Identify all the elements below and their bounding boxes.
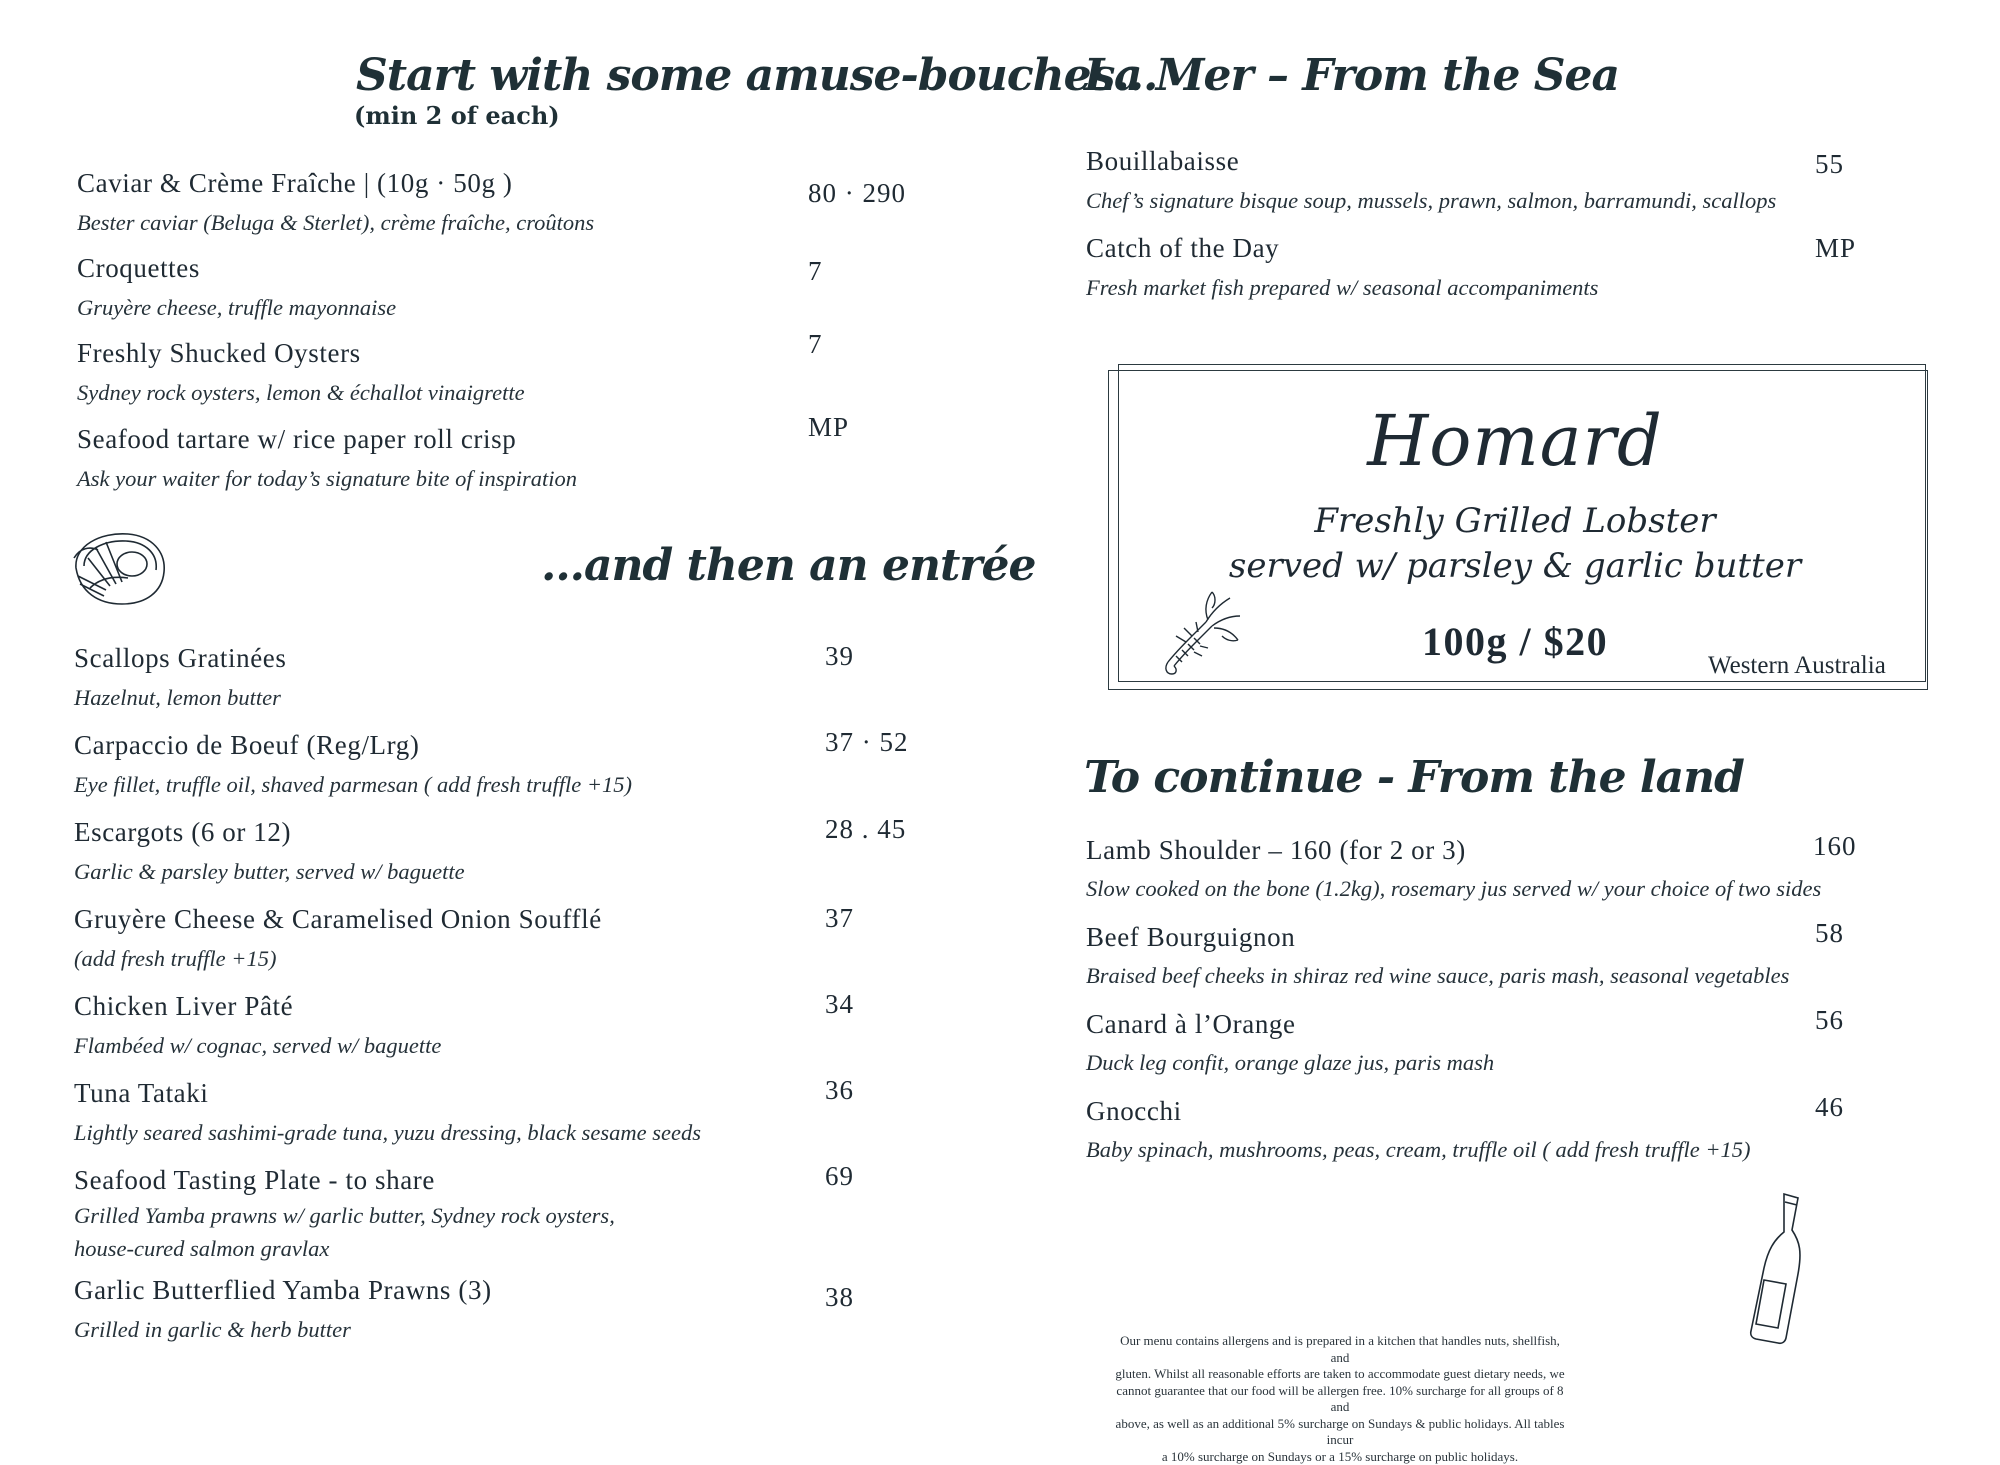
menu-item-desc: Chef’s signature bisque soup, mussels, prawn, salmon, barramundi, scallops (1086, 188, 1777, 213)
menu-item-price: 56 (1815, 1005, 1844, 1035)
menu-item-price: 34 (825, 989, 854, 1019)
homard-title: Homard (1367, 400, 1663, 482)
menu-item-desc: house-cured salmon gravlax (74, 1236, 330, 1261)
menu-item-price: MP (808, 412, 850, 442)
menu-item-desc: Baby spinach, mushrooms, peas, cream, truffle oil ( add fresh truffle +15) (1086, 1137, 1751, 1162)
menu-item-name: Chicken Liver Pâté (74, 991, 294, 1021)
menu-item-price: 37 (825, 903, 854, 933)
menu-item-desc: Grilled in garlic & herb butter (74, 1317, 351, 1342)
allergen-disclaimer: Our menu contains allergens and is prepared in a kitchen that handles nuts, shellfish, and gluten. Whilst all reasonable efforts are taken to accommodate guest dietary needs, we cannot guarantee that our food will be allergen free. 10% surcharge for all groups of 8 and above, as well as an additional 5% surcharge on Sundays & public holidays. All tables incur a 10% surcharge on Sundays or a 15% surcharge on public holidays. (1115, 1333, 1565, 1464)
menu-item-name: Beef Bourguignon (1086, 922, 1296, 952)
menu-item-desc: Lightly seared sashimi-grade tuna, yuzu dressing, black sesame seeds (74, 1120, 702, 1145)
menu-item-desc: Grilled Yamba prawns w/ garlic butter, Sydney rock oysters, (74, 1203, 615, 1228)
menu-item-desc: Flambéed w/ cognac, served w/ baguette (74, 1033, 442, 1058)
sea-title: La Mer – From the Sea (1084, 50, 1620, 101)
menu-item-price: 36 (825, 1075, 854, 1105)
menu-item-desc: Garlic & parsley butter, served w/ baguette (74, 859, 465, 884)
entree-title: ...and then an entrée (541, 540, 1036, 591)
land-title: To continue - From the land (1084, 752, 1744, 803)
menu-item-desc: Bester caviar (Beluga & Sterlet), crème fraîche, croûtons (77, 210, 595, 235)
menu-item-name: Lamb Shoulder – 160 (for 2 or 3) (1086, 835, 1466, 865)
menu-item-name: Tuna Tataki (74, 1078, 209, 1108)
menu-item-desc: Duck leg confit, orange glaze jus, paris mash (1086, 1050, 1495, 1075)
menu-item-price: MP (1815, 233, 1857, 263)
menu-item-name: Croquettes (77, 253, 200, 283)
menu-item-desc: Braised beef cheeks in shiraz red wine sauce, paris mash, seasonal vegetables (1086, 963, 1790, 988)
lobster-icon (1146, 582, 1246, 678)
amuse-title: Start with some amuse-bouches... (356, 50, 1158, 101)
menu-item-name: Scallops Gratinées (74, 643, 287, 673)
homard-line1: Freshly Grilled Lobster (1314, 501, 1716, 541)
menu-item-desc: Eye fillet, truffle oil, shaved parmesan ( add fresh truffle +15) (74, 772, 633, 797)
menu-item-name: Seafood tartare w/ rice paper roll crisp (77, 424, 517, 454)
menu-item-name: Garlic Butterflied Yamba Prawns (3) (74, 1275, 492, 1305)
menu-item-name: Escargots (6 or 12) (74, 817, 292, 847)
menu-item-price: 46 (1815, 1092, 1844, 1122)
menu-item-desc: Fresh market fish prepared w/ seasonal accompaniments (1086, 275, 1599, 300)
scallop-shell-icon (70, 528, 170, 608)
menu-item-price: 55 (1815, 149, 1844, 179)
menu-item-desc: Slow cooked on the bone (1.2kg), rosemary jus served w/ your choice of two sides (1086, 876, 1822, 901)
menu-item-price: 80 · 290 (808, 178, 906, 208)
menu-item-desc: Hazelnut, lemon butter (74, 685, 281, 710)
menu-item-price: 7 (808, 256, 823, 286)
menu-item-name: Catch of the Day (1086, 233, 1280, 263)
menu-item-price: 160 (1813, 831, 1857, 861)
menu-item-price: 7 (808, 329, 823, 359)
menu-item-name: Freshly Shucked Oysters (77, 338, 361, 368)
menu-item-name: Canard à l’Orange (1086, 1009, 1296, 1039)
menu-item-price: 39 (825, 641, 854, 671)
menu-item-price: 38 (825, 1282, 854, 1312)
menu-item-price: 58 (1815, 918, 1844, 948)
wine-bottle-icon (1742, 1190, 1812, 1350)
menu-item-name: Gruyère Cheese & Caramelised Onion Soufflé (74, 904, 602, 934)
menu-item-price: 28 . 45 (825, 814, 907, 844)
menu-item-price: 37 · 52 (825, 727, 909, 757)
menu-item-desc: Ask your waiter for today’s signature bite of inspiration (77, 466, 577, 491)
menu-item-name: Bouillabaisse (1086, 146, 1240, 176)
menu-item-name: Gnocchi (1086, 1096, 1182, 1126)
menu-item-desc: (add fresh truffle +15) (74, 946, 277, 971)
amuse-subtitle: (min 2 of each) (354, 101, 560, 130)
menu-item-price: 69 (825, 1161, 854, 1191)
homard-line2: served w/ parsley & garlic butter (1228, 546, 1802, 586)
menu-item-name: Caviar & Crème Fraîche | (10g · 50g ) (77, 168, 513, 198)
menu-item-name: Carpaccio de Boeuf (Reg/Lrg) (74, 730, 420, 760)
menu-item-name: Seafood Tasting Plate - to share (74, 1165, 435, 1195)
homard-origin: Western Australia (1708, 652, 1886, 679)
menu-item-desc: Sydney rock oysters, lemon & échallot vinaigrette (77, 380, 525, 405)
homard-price: 100g / $20 (1422, 619, 1609, 664)
menu-item-desc: Gruyère cheese, truffle mayonnaise (77, 295, 397, 320)
